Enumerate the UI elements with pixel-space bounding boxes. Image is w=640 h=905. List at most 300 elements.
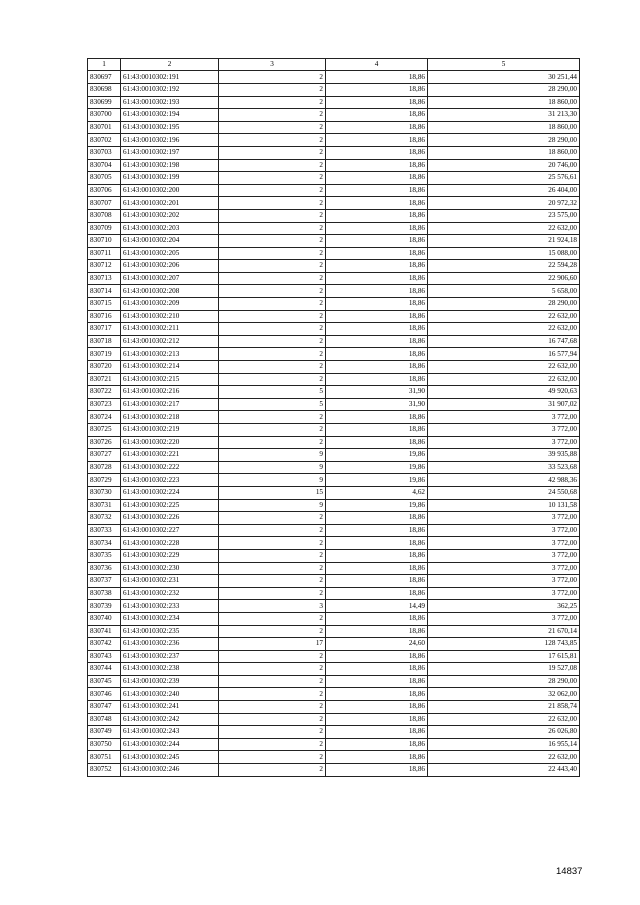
table-cell-col-1: 830740 [88,612,121,625]
table-cell-col-4: 18,86 [326,612,428,625]
table-row [88,109,580,122]
table-cell-col-4: 18,86 [326,512,428,525]
table-cell-col-2: 61:43:0010302:218 [121,411,219,424]
table-cell-col-5: 21 924,18 [428,235,580,248]
table-cell-col-1: 830709 [88,222,121,235]
table-cell-col-5: 21 670,14 [428,625,580,638]
table-cell-col-4: 18,86 [326,738,428,751]
table-row [88,612,580,625]
table-cell-col-3: 2 [219,373,326,386]
table-body [88,71,580,776]
table-cell-col-5: 18 860,00 [428,121,580,134]
table-row [88,235,580,248]
table-cell-col-2: 61:43:0010302:194 [121,109,219,122]
table-cell-col-5: 22 632,00 [428,751,580,764]
table-cell-col-3: 2 [219,272,326,285]
table-cell-col-1: 830699 [88,96,121,109]
table-cell-col-4: 18,86 [326,524,428,537]
table-cell-col-3: 9 [219,449,326,462]
column-header-1: 1 [88,59,121,71]
table-cell-col-3: 2 [219,323,326,336]
table-row [88,486,580,499]
table-cell-col-2: 61:43:0010302:224 [121,486,219,499]
table-cell-col-2: 61:43:0010302:217 [121,398,219,411]
table-row [88,675,580,688]
table-cell-col-3: 2 [219,172,326,185]
table-row [88,638,580,651]
table-cell-col-2: 61:43:0010302:235 [121,625,219,638]
table-cell-col-2: 61:43:0010302:220 [121,436,219,449]
table-cell-col-5: 28 290,00 [428,83,580,96]
table-row [88,398,580,411]
table-cell-col-2: 61:43:0010302:213 [121,348,219,361]
table-cell-col-4: 18,86 [326,348,428,361]
table-cell-col-5: 16 577,94 [428,348,580,361]
table-cell-col-1: 830723 [88,398,121,411]
table-cell-col-4: 18,86 [326,751,428,764]
table-cell-col-2: 61:43:0010302:227 [121,524,219,537]
table-cell-col-2: 61:43:0010302:239 [121,675,219,688]
table-cell-col-4: 18,86 [326,222,428,235]
table-cell-col-1: 830750 [88,738,121,751]
table-cell-col-1: 830707 [88,197,121,210]
table-cell-col-5: 31 907,02 [428,398,580,411]
table-cell-col-3: 2 [219,298,326,311]
table-cell-col-1: 830742 [88,638,121,651]
table-cell-col-3: 2 [219,436,326,449]
table-cell-col-3: 2 [219,688,326,701]
table-cell-col-1: 830705 [88,172,121,185]
table-cell-col-2: 61:43:0010302:191 [121,71,219,84]
table-cell-col-5: 17 615,81 [428,650,580,663]
table-cell-col-3: 2 [219,424,326,437]
table-cell-col-2: 61:43:0010302:197 [121,146,219,159]
table-header [88,59,580,71]
table-cell-col-2: 61:43:0010302:226 [121,512,219,525]
table-row [88,726,580,739]
table-cell-col-5: 362,25 [428,600,580,613]
table-cell-col-5: 26 404,00 [428,184,580,197]
table-cell-col-1: 830702 [88,134,121,147]
table-cell-col-5: 28 290,00 [428,675,580,688]
table-row [88,764,580,777]
table-cell-col-1: 830706 [88,184,121,197]
table-cell-col-4: 18,86 [326,625,428,638]
table-cell-col-2: 61:43:0010302:243 [121,726,219,739]
table-cell-col-3: 2 [219,625,326,638]
table-row [88,587,580,600]
table-cell-col-4: 18,86 [326,83,428,96]
table-cell-col-4: 18,86 [326,285,428,298]
table-cell-col-2: 61:43:0010302:195 [121,121,219,134]
table-cell-col-4: 18,86 [326,675,428,688]
table-cell-col-5: 15 088,00 [428,247,580,260]
table-cell-col-5: 20 972,32 [428,197,580,210]
table-cell-col-4: 18,86 [326,121,428,134]
table-cell-col-3: 2 [219,209,326,222]
table-row [88,436,580,449]
table-cell-col-5: 3 772,00 [428,524,580,537]
table-cell-col-5: 22 632,00 [428,323,580,336]
column-header-5: 5 [428,59,580,71]
table-cell-col-5: 3 772,00 [428,587,580,600]
table-cell-col-4: 18,86 [326,424,428,437]
table-cell-col-3: 9 [219,499,326,512]
table-cell-col-3: 3 [219,600,326,613]
table-cell-col-3: 2 [219,549,326,562]
table-row [88,713,580,726]
table-cell-col-1: 830737 [88,575,121,588]
table-cell-col-4: 18,86 [326,134,428,147]
column-header-3: 3 [219,59,326,71]
table-cell-col-1: 830731 [88,499,121,512]
table-cell-col-5: 22 632,00 [428,222,580,235]
table-cell-col-3: 2 [219,675,326,688]
table-cell-col-2: 61:43:0010302:192 [121,83,219,96]
table-row [88,537,580,550]
table-cell-col-3: 2 [219,260,326,273]
table-row [88,524,580,537]
table-cell-col-4: 18,86 [326,436,428,449]
table-cell-col-4: 18,86 [326,663,428,676]
table-cell-col-2: 61:43:0010302:202 [121,209,219,222]
table-cell-col-3: 2 [219,310,326,323]
table-cell-col-2: 61:43:0010302:199 [121,172,219,185]
table-cell-col-3: 2 [219,612,326,625]
table-cell-col-4: 18,86 [326,575,428,588]
table-cell-col-5: 32 062,00 [428,688,580,701]
table-cell-col-2: 61:43:0010302:209 [121,298,219,311]
table-cell-col-3: 2 [219,537,326,550]
table-cell-col-4: 18,86 [326,96,428,109]
table-cell-col-1: 830704 [88,159,121,172]
data-table [87,58,580,777]
table-cell-col-1: 830710 [88,235,121,248]
table-row [88,260,580,273]
table-cell-col-4: 18,86 [326,310,428,323]
table-cell-col-3: 2 [219,109,326,122]
table-cell-col-4: 18,86 [326,688,428,701]
table-cell-col-4: 18,86 [326,726,428,739]
table-cell-col-2: 61:43:0010302:233 [121,600,219,613]
table-row [88,146,580,159]
table-cell-col-1: 830714 [88,285,121,298]
table-cell-col-5: 22 632,00 [428,713,580,726]
table-cell-col-3: 2 [219,764,326,777]
table-cell-col-5: 33 523,68 [428,461,580,474]
table-cell-col-3: 2 [219,235,326,248]
table-cell-col-1: 830719 [88,348,121,361]
table-cell-col-1: 830744 [88,663,121,676]
table-cell-col-2: 61:43:0010302:203 [121,222,219,235]
table-cell-col-2: 61:43:0010302:228 [121,537,219,550]
table-row [88,121,580,134]
table-cell-col-4: 18,86 [326,260,428,273]
table-cell-col-1: 830738 [88,587,121,600]
table-row [88,663,580,676]
table-cell-col-2: 61:43:0010302:223 [121,474,219,487]
table-cell-col-2: 61:43:0010302:244 [121,738,219,751]
table-row [88,461,580,474]
table-cell-col-3: 2 [219,524,326,537]
table-cell-col-2: 61:43:0010302:208 [121,285,219,298]
table-cell-col-4: 18,86 [326,361,428,374]
table-cell-col-1: 830724 [88,411,121,424]
table-row [88,575,580,588]
table-cell-col-1: 830735 [88,549,121,562]
table-cell-col-3: 9 [219,461,326,474]
table-cell-col-5: 19 527,08 [428,663,580,676]
table-cell-col-5: 21 858,74 [428,701,580,714]
table-cell-col-4: 18,86 [326,247,428,260]
table-cell-col-5: 22 632,00 [428,361,580,374]
table-cell-col-1: 830752 [88,764,121,777]
table-cell-col-4: 18,86 [326,587,428,600]
table-cell-col-4: 18,86 [326,713,428,726]
table-cell-col-1: 830708 [88,209,121,222]
table-cell-col-4: 24,60 [326,638,428,651]
table-row [88,71,580,84]
table-cell-col-4: 18,86 [326,701,428,714]
table-cell-col-4: 18,86 [326,373,428,386]
table-cell-col-2: 61:43:0010302:201 [121,197,219,210]
table-row [88,209,580,222]
table-cell-col-5: 3 772,00 [428,575,580,588]
table-cell-col-2: 61:43:0010302:214 [121,361,219,374]
table-cell-col-5: 3 772,00 [428,512,580,525]
table-cell-col-3: 2 [219,247,326,260]
table-row [88,411,580,424]
table-cell-col-2: 61:43:0010302:212 [121,335,219,348]
table-row [88,549,580,562]
table-row [88,751,580,764]
table-cell-col-3: 2 [219,159,326,172]
table-cell-col-2: 61:43:0010302:215 [121,373,219,386]
table-cell-col-5: 22 594,28 [428,260,580,273]
table-cell-col-1: 830722 [88,386,121,399]
table-cell-col-1: 830748 [88,713,121,726]
table-cell-col-2: 61:43:0010302:196 [121,134,219,147]
table-cell-col-2: 61:43:0010302:236 [121,638,219,651]
table-cell-col-5: 22 906,60 [428,272,580,285]
table-cell-col-1: 830703 [88,146,121,159]
table-cell-col-3: 2 [219,512,326,525]
table-cell-col-2: 61:43:0010302:222 [121,461,219,474]
table-cell-col-4: 18,86 [326,71,428,84]
table-cell-col-1: 830749 [88,726,121,739]
table-row [88,96,580,109]
table-cell-col-2: 61:43:0010302:207 [121,272,219,285]
table-cell-col-4: 18,86 [326,159,428,172]
table-cell-col-3: 2 [219,650,326,663]
table-cell-col-3: 2 [219,121,326,134]
table-cell-col-2: 61:43:0010302:216 [121,386,219,399]
table-cell-col-1: 830720 [88,361,121,374]
table-cell-col-4: 31,90 [326,386,428,399]
table-cell-col-4: 19,86 [326,474,428,487]
table-cell-col-2: 61:43:0010302:225 [121,499,219,512]
table-row [88,184,580,197]
table-cell-col-3: 2 [219,348,326,361]
table-cell-col-5: 42 988,36 [428,474,580,487]
table-cell-col-5: 49 920,63 [428,386,580,399]
table-cell-col-4: 18,86 [326,235,428,248]
table-cell-col-5: 3 772,00 [428,411,580,424]
table-cell-col-2: 61:43:0010302:198 [121,159,219,172]
column-header-4: 4 [326,59,428,71]
table-cell-col-5: 24 550,68 [428,486,580,499]
table-cell-col-5: 16 747,68 [428,335,580,348]
table-cell-col-2: 61:43:0010302:242 [121,713,219,726]
table-cell-col-3: 2 [219,738,326,751]
table-cell-col-4: 18,86 [326,411,428,424]
table-cell-col-1: 830700 [88,109,121,122]
table-cell-col-1: 830713 [88,272,121,285]
table-row [88,738,580,751]
table-cell-col-5: 3 772,00 [428,549,580,562]
table-cell-col-1: 830726 [88,436,121,449]
table-cell-col-5: 3 772,00 [428,424,580,437]
table-cell-col-1: 830751 [88,751,121,764]
table-cell-col-5: 25 576,61 [428,172,580,185]
table-cell-col-4: 18,86 [326,197,428,210]
table-cell-col-1: 830747 [88,701,121,714]
table-cell-col-1: 830701 [88,121,121,134]
table-cell-col-5: 5 658,00 [428,285,580,298]
table-cell-col-3: 2 [219,587,326,600]
table-row [88,512,580,525]
table-row [88,348,580,361]
table-cell-col-4: 18,86 [326,298,428,311]
table-cell-col-3: 2 [219,184,326,197]
table-cell-col-3: 2 [219,71,326,84]
table-cell-col-4: 18,86 [326,562,428,575]
table-cell-col-5: 3 772,00 [428,612,580,625]
table-cell-col-3: 2 [219,726,326,739]
table-cell-col-3: 17 [219,638,326,651]
table-row [88,373,580,386]
table-cell-col-3: 2 [219,663,326,676]
table-cell-col-2: 61:43:0010302:205 [121,247,219,260]
table-cell-col-1: 830712 [88,260,121,273]
table-cell-col-2: 61:43:0010302:200 [121,184,219,197]
table-cell-col-2: 61:43:0010302:241 [121,701,219,714]
table-cell-col-2: 61:43:0010302:210 [121,310,219,323]
table-cell-col-1: 830736 [88,562,121,575]
table-cell-col-5: 3 772,00 [428,537,580,550]
table-cell-col-3: 2 [219,96,326,109]
table-cell-col-3: 2 [219,713,326,726]
table-cell-col-5: 22 443,40 [428,764,580,777]
table-cell-col-4: 18,86 [326,549,428,562]
table-cell-col-1: 830743 [88,650,121,663]
table-cell-col-3: 2 [219,222,326,235]
table-cell-col-1: 830717 [88,323,121,336]
table-row [88,562,580,575]
table-cell-col-1: 830698 [88,83,121,96]
table-cell-col-2: 61:43:0010302:232 [121,587,219,600]
table-cell-col-2: 61:43:0010302:245 [121,751,219,764]
table-cell-col-4: 18,86 [326,209,428,222]
table-row [88,310,580,323]
table-cell-col-2: 61:43:0010302:193 [121,96,219,109]
table-row [88,386,580,399]
table-cell-col-4: 18,86 [326,537,428,550]
table-cell-col-5: 26 026,80 [428,726,580,739]
table-row [88,159,580,172]
table-cell-col-2: 61:43:0010302:234 [121,612,219,625]
table-cell-col-4: 18,86 [326,335,428,348]
table-cell-col-3: 2 [219,575,326,588]
table-cell-col-4: 19,86 [326,499,428,512]
table-cell-col-4: 18,86 [326,323,428,336]
table-row [88,83,580,96]
table-cell-col-1: 830739 [88,600,121,613]
table-cell-col-1: 830697 [88,71,121,84]
table-cell-col-1: 830716 [88,310,121,323]
table-row [88,222,580,235]
table-cell-col-5: 22 632,00 [428,373,580,386]
table-row [88,285,580,298]
table-cell-col-5: 30 251,44 [428,71,580,84]
table-cell-col-2: 61:43:0010302:204 [121,235,219,248]
table-cell-col-5: 28 290,00 [428,134,580,147]
table-cell-col-1: 830729 [88,474,121,487]
table-cell-col-1: 830745 [88,675,121,688]
table-cell-col-1: 830746 [88,688,121,701]
table-cell-col-2: 61:43:0010302:237 [121,650,219,663]
page-number: 14837 [556,866,583,877]
table-row [88,335,580,348]
table-row [88,172,580,185]
table-row [88,449,580,462]
table-cell-col-4: 19,86 [326,449,428,462]
table-row [88,600,580,613]
table-row [88,247,580,260]
table-cell-col-4: 18,86 [326,272,428,285]
table-cell-col-4: 18,86 [326,146,428,159]
table-cell-col-4: 18,86 [326,184,428,197]
table-row [88,424,580,437]
table-cell-col-2: 61:43:0010302:238 [121,663,219,676]
table-cell-col-5: 3 772,00 [428,436,580,449]
table-cell-col-3: 5 [219,398,326,411]
table-row [88,701,580,714]
table-cell-col-5: 22 632,00 [428,310,580,323]
table-cell-col-2: 61:43:0010302:246 [121,764,219,777]
table-cell-col-4: 4,62 [326,486,428,499]
table-cell-col-1: 830730 [88,486,121,499]
table-cell-col-5: 128 743,85 [428,638,580,651]
table-row [88,134,580,147]
table-cell-col-5: 3 772,00 [428,562,580,575]
table-cell-col-4: 31,90 [326,398,428,411]
table-cell-col-1: 830733 [88,524,121,537]
table-cell-col-1: 830728 [88,461,121,474]
table-cell-col-2: 61:43:0010302:221 [121,449,219,462]
table-cell-col-3: 2 [219,285,326,298]
table-cell-col-5: 28 290,00 [428,298,580,311]
table-row [88,197,580,210]
table-cell-col-2: 61:43:0010302:229 [121,549,219,562]
table-cell-col-3: 2 [219,361,326,374]
table-row [88,298,580,311]
table-cell-col-5: 16 955,14 [428,738,580,751]
table-cell-col-1: 830741 [88,625,121,638]
table-cell-col-4: 18,86 [326,109,428,122]
table-cell-col-1: 830727 [88,449,121,462]
table-cell-col-1: 830718 [88,335,121,348]
